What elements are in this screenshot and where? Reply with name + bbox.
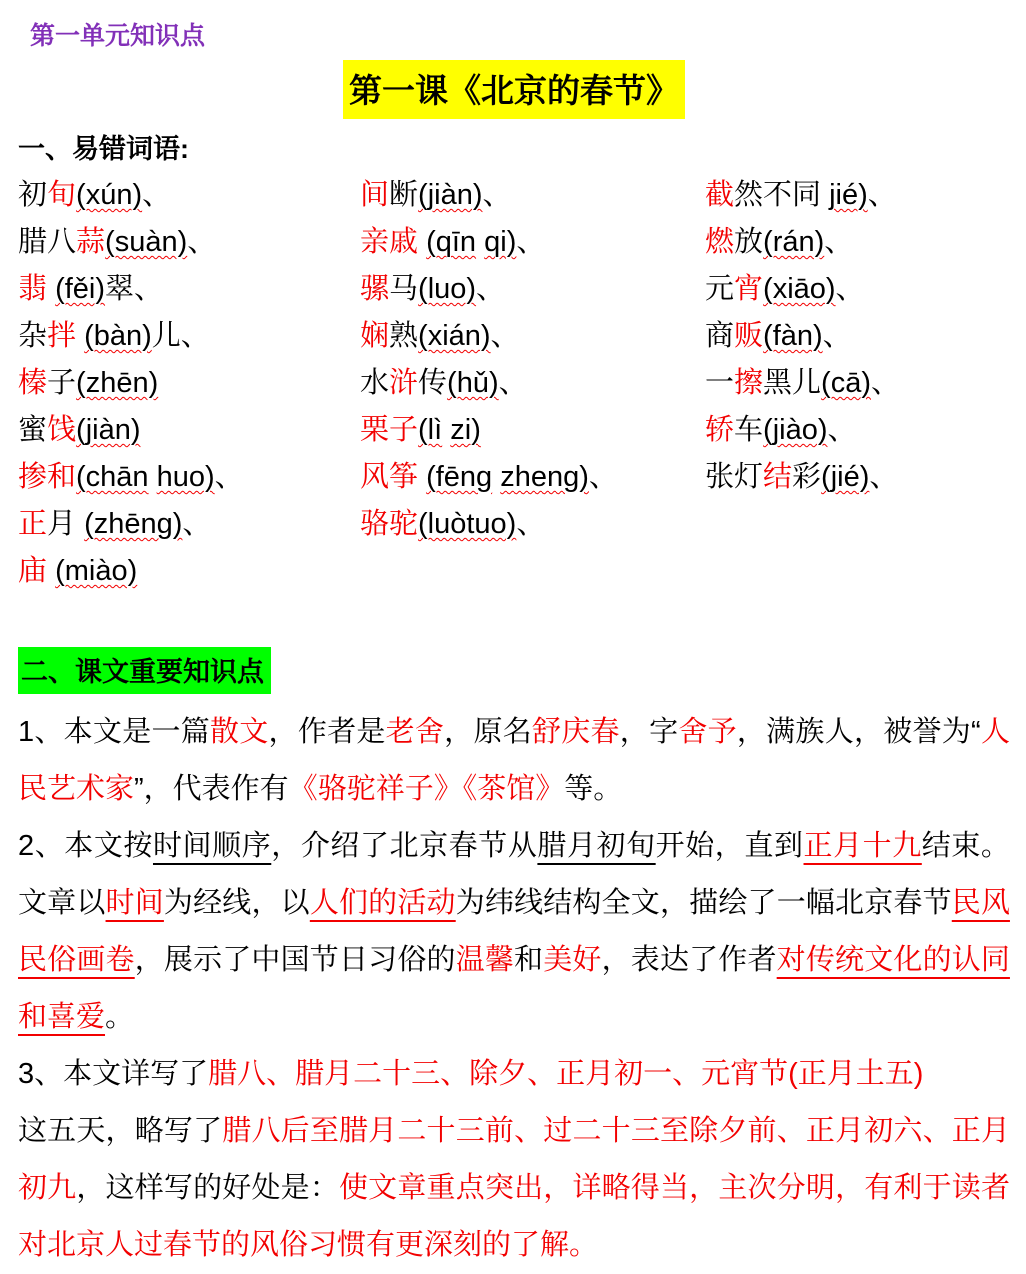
vocab-item	[360, 501, 705, 548]
vocab-item	[18, 360, 360, 407]
paragraph-1	[18, 704, 1010, 818]
text-segment: 月	[47, 508, 77, 540]
text-segment: 杂	[18, 320, 48, 352]
text-segment: 间	[360, 179, 390, 211]
vocab-item	[705, 266, 1010, 313]
text-segment: ，展示了中国节日习俗的	[134, 944, 456, 976]
unit-title: 第一单元知识点	[30, 22, 206, 50]
text-segment: 马	[389, 273, 419, 305]
text-segment: 燃	[705, 226, 735, 258]
document-page	[18, 16, 1010, 1274]
text-segment	[418, 461, 426, 493]
text-segment: (suàn)	[105, 226, 188, 258]
text-segment: 等。	[564, 773, 623, 805]
text-segment: 正月十九	[803, 830, 922, 862]
vocab-item	[360, 313, 705, 360]
text-segment: 浒	[389, 367, 419, 399]
text-segment: 、	[142, 179, 172, 211]
text-segment: jié)	[829, 179, 868, 211]
text-segment: (jiàn)	[76, 414, 141, 446]
text-segment: 放	[734, 226, 764, 258]
text-segment: 、	[869, 461, 899, 493]
text-segment: 翡	[18, 273, 48, 305]
text-segment: 腊八、腊月二十三、除夕、正月初一、元宵节(正月土五)	[208, 1058, 924, 1090]
text-segment	[47, 273, 55, 305]
text-segment: (miào)	[55, 555, 138, 587]
vocab-item	[360, 172, 705, 219]
text-segment: 彩	[792, 461, 822, 493]
text-segment: 初	[18, 179, 48, 211]
text-segment: 水	[360, 367, 390, 399]
vocab-item	[360, 360, 705, 407]
lesson-title-row	[18, 60, 1010, 119]
text-segment: 娴	[360, 320, 390, 352]
text-segment: ，字	[619, 716, 679, 748]
text-segment: 贩	[734, 320, 764, 352]
text-segment: 旬	[47, 179, 77, 211]
text-segment: ，介绍了北京春节从	[271, 830, 538, 862]
vocab-item	[18, 313, 360, 360]
text-segment: ，原名	[444, 716, 532, 748]
vocab-item	[18, 454, 360, 501]
text-segment: 、	[490, 320, 520, 352]
text-segment	[76, 508, 84, 540]
section2-title-highlight: 二、课文重要知识点	[18, 647, 271, 694]
text-segment: zheng)	[500, 461, 589, 493]
text-segment: 开始，直到	[655, 830, 804, 862]
text-segment: 、	[516, 508, 546, 540]
text-segment: 然不同	[734, 179, 830, 211]
text-segment: 蒜	[76, 226, 106, 258]
text-segment: ，满族人，被誉为“	[736, 716, 981, 748]
text-segment: 舍予	[678, 716, 737, 748]
text-segment: 、	[867, 179, 897, 211]
text-segment: 、	[835, 273, 865, 305]
text-segment	[418, 226, 426, 258]
text-segment: 对传统文化的认同和喜爱	[18, 944, 1010, 1033]
paragraph-2	[18, 818, 1010, 1046]
text-segment: (rán)	[763, 226, 825, 258]
vocab-item	[705, 219, 1010, 266]
vocab-item	[705, 407, 1010, 454]
text-segment: 时间	[105, 887, 164, 919]
vocab-item	[18, 501, 360, 548]
vocab-item	[18, 548, 360, 595]
text-segment: 、	[822, 320, 852, 352]
paragraph-3	[18, 1046, 1010, 1274]
text-segment: (luòtuo)	[418, 508, 517, 540]
vocab-item	[18, 266, 360, 313]
text-segment: 和	[514, 944, 544, 976]
vocab-item	[705, 360, 1010, 407]
vocab-item	[18, 219, 360, 266]
text-segment: (zhēn)	[76, 367, 159, 399]
text-segment: 、	[498, 367, 528, 399]
lesson-title-highlight: 第一课《北京的春节》	[343, 60, 685, 119]
text-segment: 蜜	[18, 414, 48, 446]
text-segment: 腊八后至腊月二十三前、过二十三至除夕前、正月初六、正月初九	[18, 1115, 1010, 1204]
text-segment: 人民艺术家	[18, 716, 1010, 805]
text-segment: huo)	[156, 461, 215, 493]
text-segment: 、	[187, 226, 217, 258]
text-segment: 、	[476, 273, 506, 305]
text-segment	[76, 320, 84, 352]
text-segment: 掺和	[18, 461, 77, 493]
text-segment: 1、本文是一篇	[18, 716, 210, 748]
text-segment: 结	[763, 461, 793, 493]
text-segment: 美好	[543, 944, 602, 976]
text-segment: 榛	[18, 367, 48, 399]
text-segment: ”，代表作有	[134, 773, 289, 805]
text-segment: 子	[47, 367, 77, 399]
text-segment	[47, 555, 55, 587]
text-segment: 。	[105, 1001, 135, 1033]
text-segment: (fēng	[426, 461, 493, 493]
text-segment: (fěi)	[55, 273, 106, 305]
text-segment: 结束。文章以	[18, 830, 1010, 919]
text-segment: 舒庆春	[531, 716, 620, 748]
text-segment: 这五天，略写了	[18, 1115, 223, 1147]
vocab-grid	[18, 172, 1010, 595]
vocab-column-1	[18, 172, 360, 595]
text-segment: 张灯	[705, 461, 764, 493]
text-segment: (jiào)	[763, 414, 828, 446]
text-segment: 骆驼	[360, 508, 419, 540]
text-segment: 、	[588, 461, 618, 493]
vocab-item	[360, 454, 705, 501]
text-segment: 、	[182, 508, 212, 540]
text-segment: 骡	[360, 273, 390, 305]
vocab-item	[705, 454, 1010, 501]
vocab-column-2	[360, 172, 705, 595]
text-segment: 庙	[18, 555, 48, 587]
text-segment: (jiàn)	[418, 179, 483, 211]
text-segment: (lì	[418, 414, 443, 446]
text-segment: (luo)	[418, 273, 477, 305]
text-segment: ，这样写的好处是：	[76, 1172, 339, 1204]
text-segment: (xiāo)	[763, 273, 836, 305]
section2-title-row	[18, 647, 1010, 694]
text-segment: 断	[389, 179, 419, 211]
text-segment: 、	[516, 226, 546, 258]
text-segment: 腊月初旬	[537, 830, 656, 862]
vocab-item	[360, 266, 705, 313]
text-segment	[476, 226, 484, 258]
text-segment: 元	[705, 273, 735, 305]
text-segment: (bàn)	[84, 320, 152, 352]
vocab-item	[18, 172, 360, 219]
text-segment: 、	[482, 179, 512, 211]
text-segment: 饯	[47, 414, 77, 446]
text-segment: 使文章重点突出，详略得当，主次分明，有利于读者对北京人过春节的风俗习惯有更深刻的了解。	[18, 1172, 1010, 1261]
text-segment: 腊八	[18, 226, 77, 258]
text-segment: 风筝	[360, 461, 419, 493]
text-segment: 一	[705, 367, 735, 399]
text-segment	[149, 461, 157, 493]
text-segment: 宵	[734, 273, 764, 305]
text-segment: 擦	[734, 367, 764, 399]
text-segment: 为纬线结构全文，描绘了一幅北京春节	[455, 887, 952, 919]
text-segment: (cā)	[821, 367, 871, 399]
text-segment: 截	[705, 179, 735, 211]
vocab-item	[18, 407, 360, 454]
vocab-item	[360, 219, 705, 266]
vocab-column-3	[705, 172, 1010, 595]
text-segment: qi)	[484, 226, 517, 258]
text-segment: 栗子	[360, 414, 419, 446]
text-segment: 、	[871, 367, 901, 399]
section1-title: 一、易错词语:	[18, 134, 189, 164]
text-segment: 时间顺序	[152, 830, 272, 862]
text-segment: (xún)	[76, 179, 143, 211]
text-segment: 轿	[705, 414, 735, 446]
text-segment: (jié)	[821, 461, 870, 493]
text-segment: 、	[824, 226, 854, 258]
text-segment: zi)	[450, 414, 481, 446]
text-segment: 温馨	[455, 944, 515, 976]
vocab-item	[705, 313, 1010, 360]
text-segment: 商	[705, 320, 735, 352]
text-segment: 熟	[389, 320, 419, 352]
text-segment: (hǔ)	[447, 367, 499, 399]
text-segment: 亲戚	[360, 226, 419, 258]
text-segment: 2、本文按	[18, 830, 153, 862]
vocab-item	[360, 407, 705, 454]
text-segment: 3、本文详写了	[18, 1058, 209, 1090]
vocab-item	[705, 172, 1010, 219]
text-segment: 《骆驼祥子》《茶馆》	[288, 773, 565, 805]
text-segment: 老舍	[385, 716, 445, 748]
text-segment: 民风民俗画卷	[18, 887, 1010, 976]
text-segment: (zhēng)	[84, 508, 183, 540]
text-segment: ，作者是	[268, 716, 386, 748]
text-segment: 儿、	[151, 320, 210, 352]
text-segment: 拌	[47, 320, 77, 352]
text-segment: 传	[418, 367, 448, 399]
text-segment: 车	[734, 414, 764, 446]
text-segment: (xián)	[418, 320, 491, 352]
text-segment: (chān	[76, 461, 149, 493]
text-segment: (fàn)	[763, 320, 823, 352]
text-segment: 黑儿	[763, 367, 822, 399]
text-segment: 正	[18, 508, 48, 540]
text-segment: 为经线，以	[163, 887, 310, 919]
text-segment: 人们的活动	[309, 887, 456, 919]
text-segment: ，表达了作者	[601, 944, 777, 976]
text-segment: 翠、	[105, 273, 164, 305]
text-segment: 、	[827, 414, 857, 446]
text-segment: (qīn	[426, 226, 477, 258]
text-segment: 、	[214, 461, 244, 493]
text-segment: 散文	[210, 716, 269, 748]
